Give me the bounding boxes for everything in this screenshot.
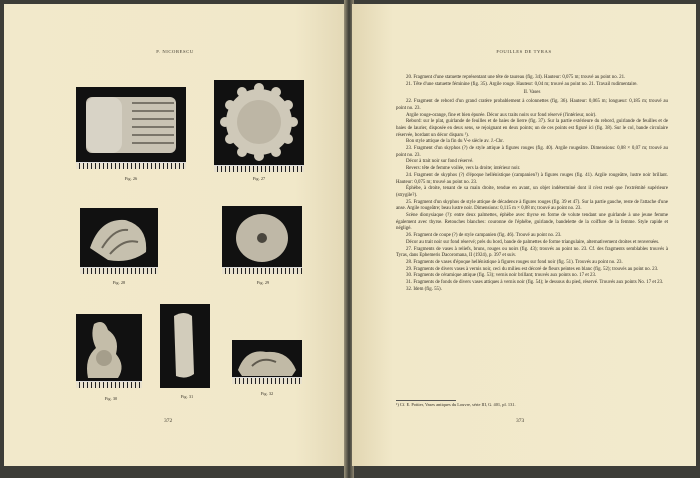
figure-29-photo <box>222 206 302 274</box>
figure-27-photo <box>214 80 304 172</box>
paragraph: 27. Fragments de vases à reliefs, bruns, rouges ou noirs (fig. 43); trouvés au point no. 23. Cf. des fragments semblables trouvés à Tyras, dans Ephemeris Dacoromana, II (1924), p. 397 et suiv. <box>396 246 668 259</box>
figure-31-caption: Fig. 31 <box>180 394 194 399</box>
scale-ruler <box>222 267 302 274</box>
figure-32-photo <box>232 340 302 384</box>
figure-27-caption: Fig. 27 <box>252 176 266 181</box>
scale-ruler <box>76 162 186 169</box>
paragraph: 20. Fragment d'une statuette représentant une tête de taureau (fig. 34). Hauteur: 0,075 m; trouvé au point no. 21. <box>406 75 626 80</box>
right-page <box>352 4 696 466</box>
paragraph: 29. Fragments de divers vases à vernis noir, ceci du milieu est décoré de fleurs peintes en blanc (fig. 52); trouvés au point no. 23. <box>406 266 659 272</box>
paragraph: 23. Fragment d'un skyphos (?) de style attique à figures rouges (fig. 40). Argile rougeâtre. Dimensions: 0,08 × 0,07 m; trouvé au point no. 23. <box>396 146 668 158</box>
figure-26-photo <box>76 87 186 169</box>
paragraph: Revers: tête de femme voilée, vers la droite; intérieur noir. <box>406 166 521 172</box>
paragraph: Rebord: sur le plat, guirlande de feuilles et de baies de lierre (fig. 37). Sur la partie extérieure du rebord, guirlande de feuilles et de baies de laurier, disposée en deux sens, se rejoignant en deux points; un de ces points est figuré ici (fig. 38). Sur le col, bande circulaire réservée, bordant un décor disparu ¹). <box>396 119 668 138</box>
paragraph: Bon style attique de la fin du V-e siècle av. J.-Chr. <box>406 139 504 145</box>
paragraph: 22. Fragment de rebord d'un grand cratère probablement à colonnettes (fig. 36). Hauteur: 0,065 m; longueur: 0,185 m; trouvé au point no. 23. <box>396 99 668 111</box>
figurine-fragment-image <box>76 314 142 388</box>
figure-28-caption: Fig. 28 <box>112 280 126 285</box>
paragraph: Éphèbe, à droite, tenant de sa main droite, tendue en avant, un objet indéterminé dont il n'est resté que l'extrémité supérieure (strygile?). <box>396 186 668 198</box>
paragraph: Argile rouge-orange, fine et bien épurée. Décor aux traits noirs sur fond réservé (l'intérieur, noir). <box>406 112 597 118</box>
carved-leaf-image <box>80 208 158 274</box>
paragraph: 31. Fragments de fonds de divers vases attiques à vernis noir (fig. 54); le dessous du pied, réservé. Trouvés aux points No. 17 et 23. <box>406 280 664 286</box>
paragraph: Décor au trait noir sur fond réservé; près du bord, bande de palmettes de forme triangulaire, alternativement droites et renversées. <box>406 239 660 245</box>
figure-30-photo <box>76 314 142 388</box>
figure-28-photo <box>80 208 158 274</box>
column-fragment-image <box>76 87 186 169</box>
footnote-divider <box>396 400 456 401</box>
spindle-whorl-image <box>222 206 302 274</box>
left-page <box>4 4 346 466</box>
scale-ruler <box>232 377 302 384</box>
scale-ruler <box>80 267 158 274</box>
paragraph: 30. Fragments de céramique attique (fig. 53); vernis noir brillant; trouvés aux points no. 17 et 23. <box>406 273 597 279</box>
paragraph: 21. Tête d'une statuette féminine (fig. 35). Argile rouge. Hauteur: 0,04 m; trouvé au point no. 21. Travail rudimentaire. <box>406 81 638 87</box>
running-header-left: P. NICORESCU <box>156 49 194 54</box>
figure-31-photo <box>160 304 210 388</box>
footnote: ¹) Cf. E. Pottier, Vases antiques du Louvre, série III, G. 401, pl. 131. <box>396 402 516 407</box>
page-number-right: 373 <box>516 418 525 424</box>
figure-30-caption: Fig. 30 <box>104 396 118 401</box>
paragraph: Décor à trait noir sur fond réservé. <box>406 159 474 165</box>
page-number-left: 372 <box>164 418 173 424</box>
figure-26-caption: Fig. 26 <box>124 176 138 181</box>
scale-ruler <box>214 165 304 172</box>
paragraph: 24. Fragment de skyphos (?) d'époque hellénistique (campanien?) à figures rouges (fig. 41). Argile rougeâtre, lustre noir brillant. Hauteur: 0,075 m; trouvé au point no. 23. <box>396 172 668 185</box>
paragraph: 26. Fragment de coupe (?) de style campanien (fig. 46). Trouvé au point no. 23. <box>406 233 562 239</box>
paragraph: 25. Fragment d'un skyphos de style attique de décadence à figures rouges (fig. 39 et 47). Sur la partie gauche, reste de l'attache d'une anse. Argile rougeâtre; beau lustre noir. Dimensions: 0,115 m × 0,08 m; trouvé au point no. 23. <box>396 199 668 212</box>
paragraph: Scène dionysiaque (?): entre deux palmettes, éphèbe avec thyrse en forme de volute tendant une guirlande à une jeune femme également avec thyrse. Retouches blanches: couronne de l'éphèbe, guirlande, bandelette de la coiffure de la femme. Style rapide et négligé. <box>396 213 668 232</box>
figure-32-caption: Fig. 32 <box>260 391 274 396</box>
scale-ruler <box>76 381 142 388</box>
section-title: II. Vases <box>523 90 541 96</box>
scalloped-disc-image <box>214 80 304 172</box>
running-header-right: FOUILLES DE TYRAS <box>496 49 552 54</box>
paragraph: 28. Fragments de vases d'époque hellénistique à figures rouges sur fond noir (fig. 51). Trouvés au point no. 23. <box>406 259 623 265</box>
paragraph: 32. Idem (fig. 55). <box>406 286 442 292</box>
figure-29-caption: Fig. 29 <box>256 280 270 285</box>
plaster-fragment-image <box>160 304 210 388</box>
body-text <box>396 75 668 294</box>
